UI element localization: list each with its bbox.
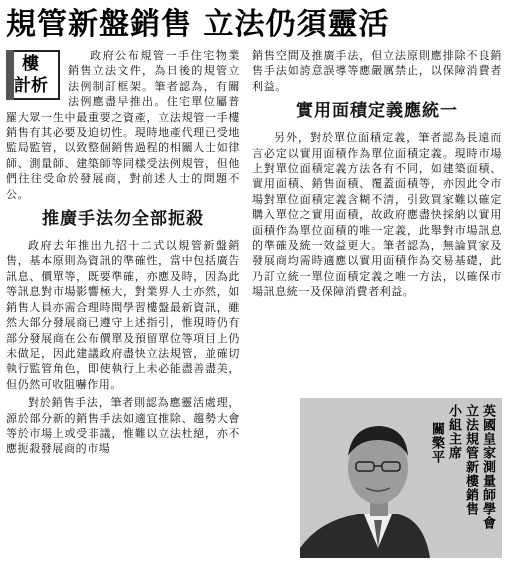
caption-committee: 立法規管新樓銷售: [463, 404, 478, 516]
body-paragraph: 政府去年推出九招十二式以規管新盤銷售，基本原則為資訊的準確性，當中包括廣告訊息、價單等，既要準確，亦應及時，因為此等訊息對市場影響極大，對業界人士亦然，如銷售人員亦需合理時間學習樓盤最新資訊，雖然大部分發展商已遵守上述指引，惟現時仍有部分發展商在公布價單及預留單位等項目上仍未做足，因此建議政府盡快立法規管，並確切執行監管角色，即使執行上未必能盡善盡美，但仍然可收阻嚇作用。: [6, 239, 240, 391]
column-tag-line-1: 樓: [22, 54, 39, 74]
body-paragraph: 另外，對於單位面積定義，筆者認為長遠而言必定以實用面積作為單位面積定義。現時市場上對單位面積定義方法各有不同，如建築面積、實用面積、銷售面積、覆蓋面積等，亦因此令市場對單位面積定義含糊不清，引致買家難以確定購入單位之實用面積，故政府應盡快採納以實用面積作為單位面積的唯一定義，此舉對市場訊息的準確及統一效益更大。筆者認為，無論買家及發展商均需時適應以實用面積作為交易基礎，此乃訂立統一單位面積定義之唯一方法，以確保市場訊息統一及保障消費者利益。: [252, 131, 502, 299]
headline: 規管新盤銷售 立法仍須靈活: [6, 7, 390, 42]
author-photo: [300, 398, 502, 558]
photo-caption: [420, 404, 496, 550]
caption-role: 小組主席: [446, 404, 461, 460]
continuation-paragraph: 銷售空間及推廣手法，但立法原則應排除不良銷售手法如誇意誤導等應嚴厲禁止，以保障消費者利益。: [252, 49, 502, 93]
body-paragraph: 對於銷售手法，筆者則認為應靈活處理，源於部分新的銷售手法如適宜推除、趨勢大會等於市場上或受非議，惟難以立法杜絕，亦不應扼殺發展商的市場: [6, 396, 240, 456]
left-column: [6, 48, 240, 560]
column-tag-line-2: 計析: [14, 76, 48, 96]
caption-author-name: 關檠平: [429, 422, 444, 464]
column-tag-corner: [6, 50, 14, 100]
subheading-promotion: 推廣手法勿全部扼殺: [42, 209, 204, 230]
column-tag-logo: [6, 50, 60, 100]
intro-paragraph: 政府公布規管一手住宅物業銷售立法文件，為日後的規管立法例制訂框架。筆者認為，有關法例應盡早推出。住宅單位屬普羅大眾一生中最重要之資產，立法規管一手樓銷售有其必要及迫切性。現時地產代理已受地監局監管，以致整個銷售過程的相關人士如律師、測量師、建築師等同樣受法例規管，但他們往往受命於發展商，對前述人士的問題不公。: [6, 49, 240, 201]
caption-organization: 英國皇家測量師學會: [480, 404, 495, 530]
right-column: [252, 48, 502, 378]
subheading-area-definition: 實用面積定義應統一: [296, 101, 458, 122]
